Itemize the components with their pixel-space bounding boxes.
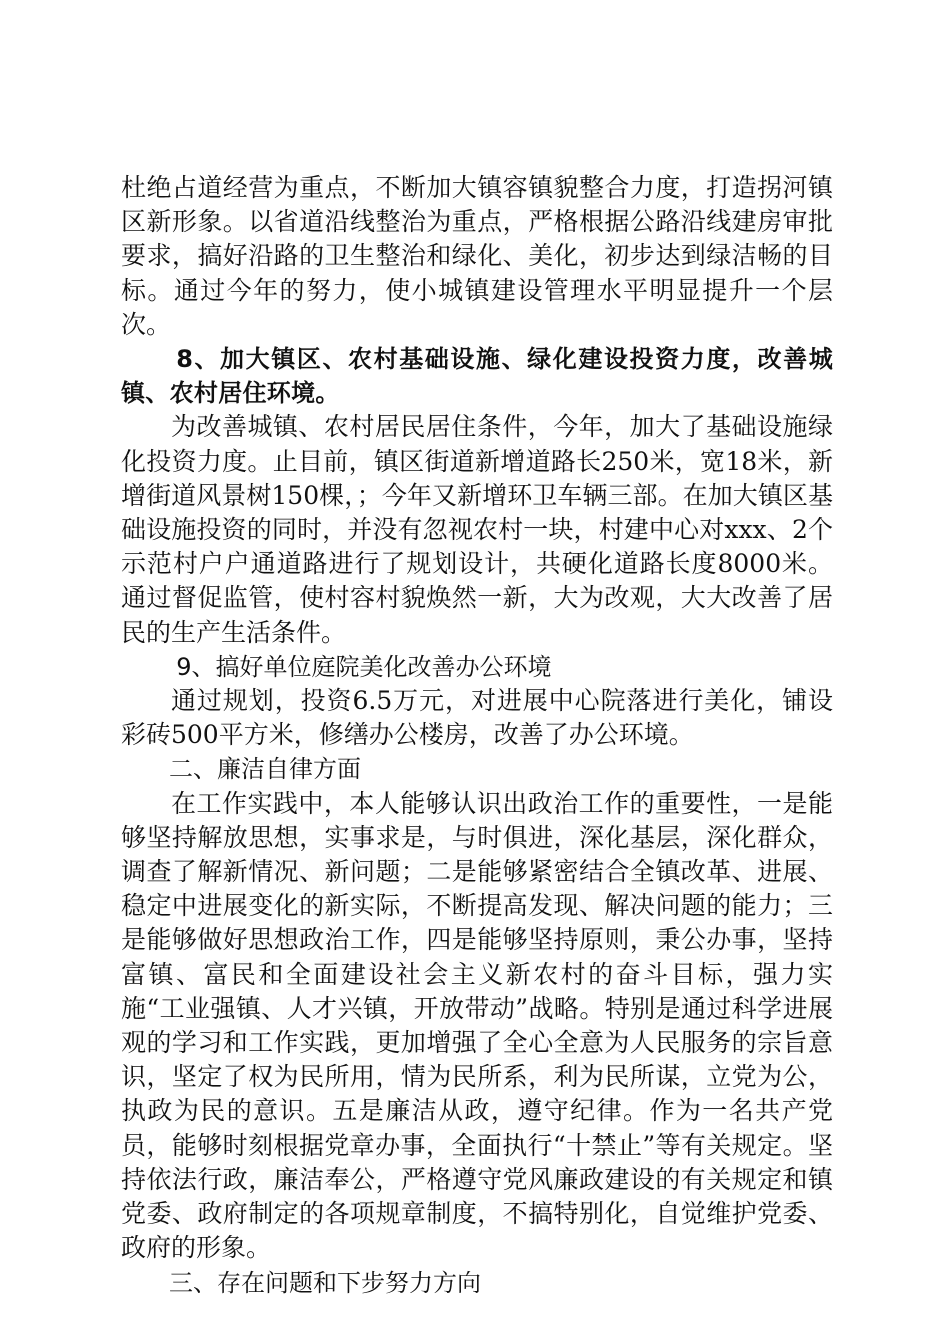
heading-item-8: 8、加大镇区、农村基础设施、绿化建设投资力度，改善城镇、农村居住环境。 — [121, 345, 833, 408]
paragraph-item-8: 为改善城镇、农村居民居住条件，今年，加大了基础设施绿化投资力度。止目前，镇区街道新增道路长250米，宽18米，新增街道风景树150棵，；今年又新增环卫车辆三部。在加大镇区基础设施投资的同时，并没有忽视农村一块，村建中心对xxx、2个示范村户户通道路进行了规划设计，共硬化道路长度8000米。通过督促监管，使村容村貌焕然一新，大为改观，大大改善了居民的生产生活条件。 — [121, 412, 833, 647]
section-title-2: 二、廉洁自律方面 — [169, 755, 361, 784]
heading-item-9: 9、搞好单位庭院美化改善办公环境 — [176, 652, 552, 681]
paragraph-item-9: 通过规划，投资6.5万元，对进展中心院落进行美化，铺设彩砖500平方米，修缮办公楼房，改善了办公环境。 — [121, 686, 833, 750]
paragraph-section-2: 在工作实践中，本人能够认识出政治工作的重要性，一是能够坚持解放思想，实事求是，与时俱进，深化基层，深化群众，调查了解新情况、新问题；二是能够紧密结合全镇改革、进展、稳定中进展变化的新实际，不断提高发现、解决问题的能力；三是能够做好思想政治工作，四是能够坚持原则，秉公办事，坚持富镇、富民和全面建设社会主义新农村的奋斗目标，强力实施“工业强镇、人才兴镇，开放带动”战略。特别是通过科学进展观的学习和工作实践，更加增强了全心全意为人民服务的宗旨意识，坚定了权为民所用，情为民所系，利为民所谋，立党为公，执政为民的意识。五是廉洁从政，遵守纪律。作为一名共产党员，能够时刻根据党章办事，全面执行“十禁止”等有关规定。坚持依法行政，廉洁奉公，严格遵守党风廉政建设的有关规定和镇党委、政府制定的各项规章制度，不搞特别化，自觉维护党委、政府的形象。 — [121, 788, 833, 1263]
section-title-3: 三、存在问题和下步努力方向 — [169, 1268, 481, 1297]
paragraph-intro: 杜绝占道经营为重点，不断加大镇容镇貌整合力度，打造拐河镇区新形象。以省道沿线整治为重点，严格根据公路沿线建房审批要求，搞好沿路的卫生整治和绿化、美化，初步达到绿洁畅的目标。通过今年的努力，使小城镇建设管理水平明显提升一个层次。 — [121, 173, 833, 339]
document-page — [121, 171, 833, 1300]
